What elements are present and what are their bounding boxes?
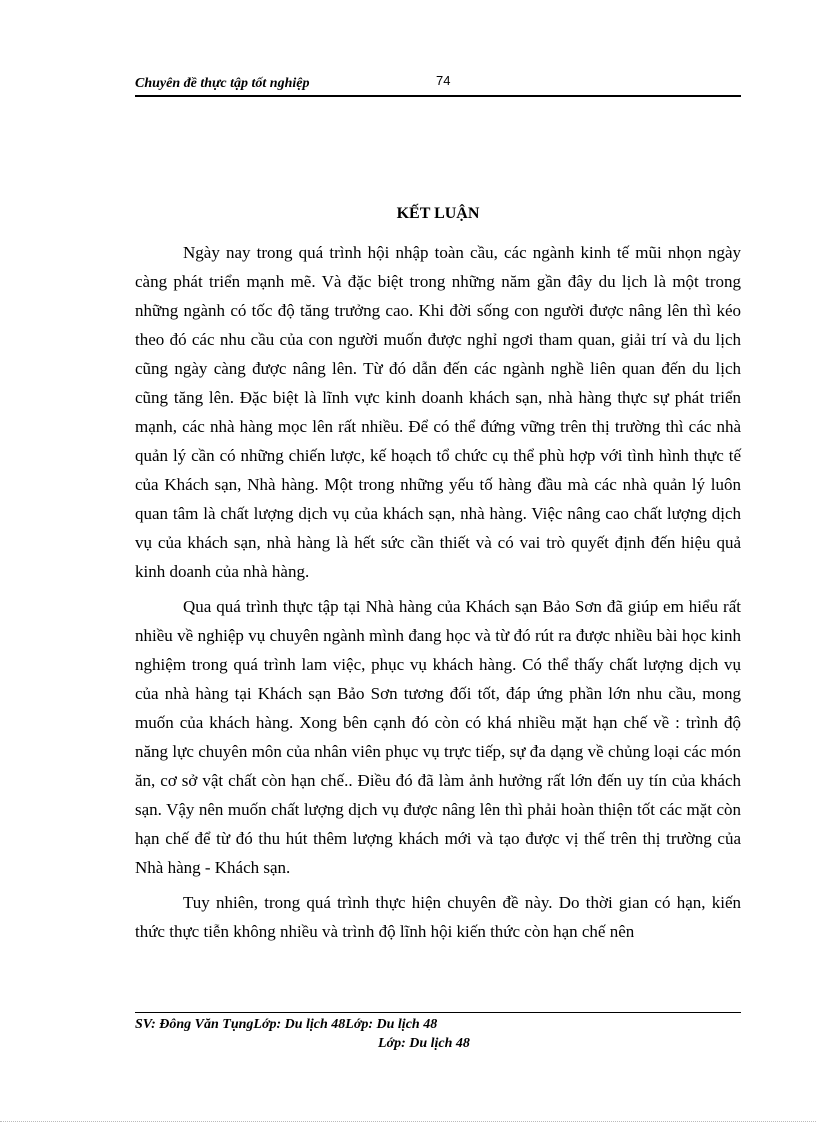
header-divider (135, 95, 741, 97)
page-number: 74 (436, 73, 451, 88)
header-title: Chuyên đề thực tập tốt nghiệp (135, 76, 310, 91)
section-title: KẾT LUẬN (396, 205, 480, 222)
footer-student-info: SV: Đông Văn TụngLớp: Du lịch 48Lớp: Du lịch 48 (135, 1017, 438, 1032)
footer-class-info: Lớp: Du lịch 48 (378, 1036, 470, 1051)
paragraph: Tuy nhiên, trong quá trình thực hiện chuyên đề này. Do thời gian có hạn, kiến thức thực tiễn không nhiều và trình độ lĩnh hội kiến thức còn hạn chế nên (135, 893, 741, 941)
paragraph: Qua quá trình thực tập tại Nhà hàng của Khách sạn Bảo Sơn đã giúp em hiểu rất nhiều về nghiệp vụ chuyên ngành mình đang học và từ đó rút ra được nhiều bài học kinh nghiệm trong quá trình lam việc, phục vụ khách hàng. Có thể thấy chất lượng dịch vụ của nhà hàng tại Khách sạn Bảo Sơn tương đối tốt, đáp ứng phần lớn nhu cầu, mong muốn của khách hàng. Xong bên cạnh đó còn có khá nhiều mặt hạn chế về : trình độ năng lực chuyên môn của nhân viên phục vụ trực tiếp, sự đa dạng về chủng loại các món ăn, cơ sở vật chất còn hạn chế.. Điều đó đã làm ảnh hưởng rất lớn đến uy tín của khách sạn. Vậy nên muốn chất lượng dịch vụ được nâng lên thì phải hoàn thiện tốt các mặt còn hạn chế để từ đó thu hút thêm lượng khách mới và tạo được vị thế trên thị trường của Nhà hàng - Khách sạn. (135, 597, 741, 877)
body-text (135, 238, 741, 952)
paragraph: Ngày nay trong quá trình hội nhập toàn cầu, các ngành kinh tế mũi nhọn ngày càng phát triển mạnh mẽ. Và đặc biệt trong những năm gần đây du lịch là một trong những ngành có tốc độ tăng trưởng cao. Khi đời sống con người được nâng lên thì kéo theo đó các nhu cầu của con người muốn được nghỉ ngơi tham quan, giải trí và du lịch cũng ngày càng được nâng lên. Từ đó dẫn đến các ngành nghề liên quan đến du lịch cũng tăng lên. Đặc biệt là lĩnh vực kinh doanh khách sạn, nhà hàng thực sự phát triển mạnh, các nhà hàng mọc lên rất nhiều. Để có thể đứng vững trên thị trường thì các nhà quản lý cần có những chiến lược, kế hoạch tổ chức cụ thể phù hợp với tình hình thực tế của Khách sạn, Nhà hàng. Một trong những yếu tố hàng đầu mà các nhà quản lý luôn quan tâm là chất lượng dịch vụ của khách sạn, nhà hàng. Việc nâng cao chất lượng dịch vụ của khách sạn, nhà hàng là hết sức cần thiết và có vai trò quyết định đến hiệu quả kinh doanh của nhà hàng. (135, 243, 741, 581)
footer-divider (135, 1012, 741, 1013)
page-bottom-border (0, 1121, 816, 1122)
